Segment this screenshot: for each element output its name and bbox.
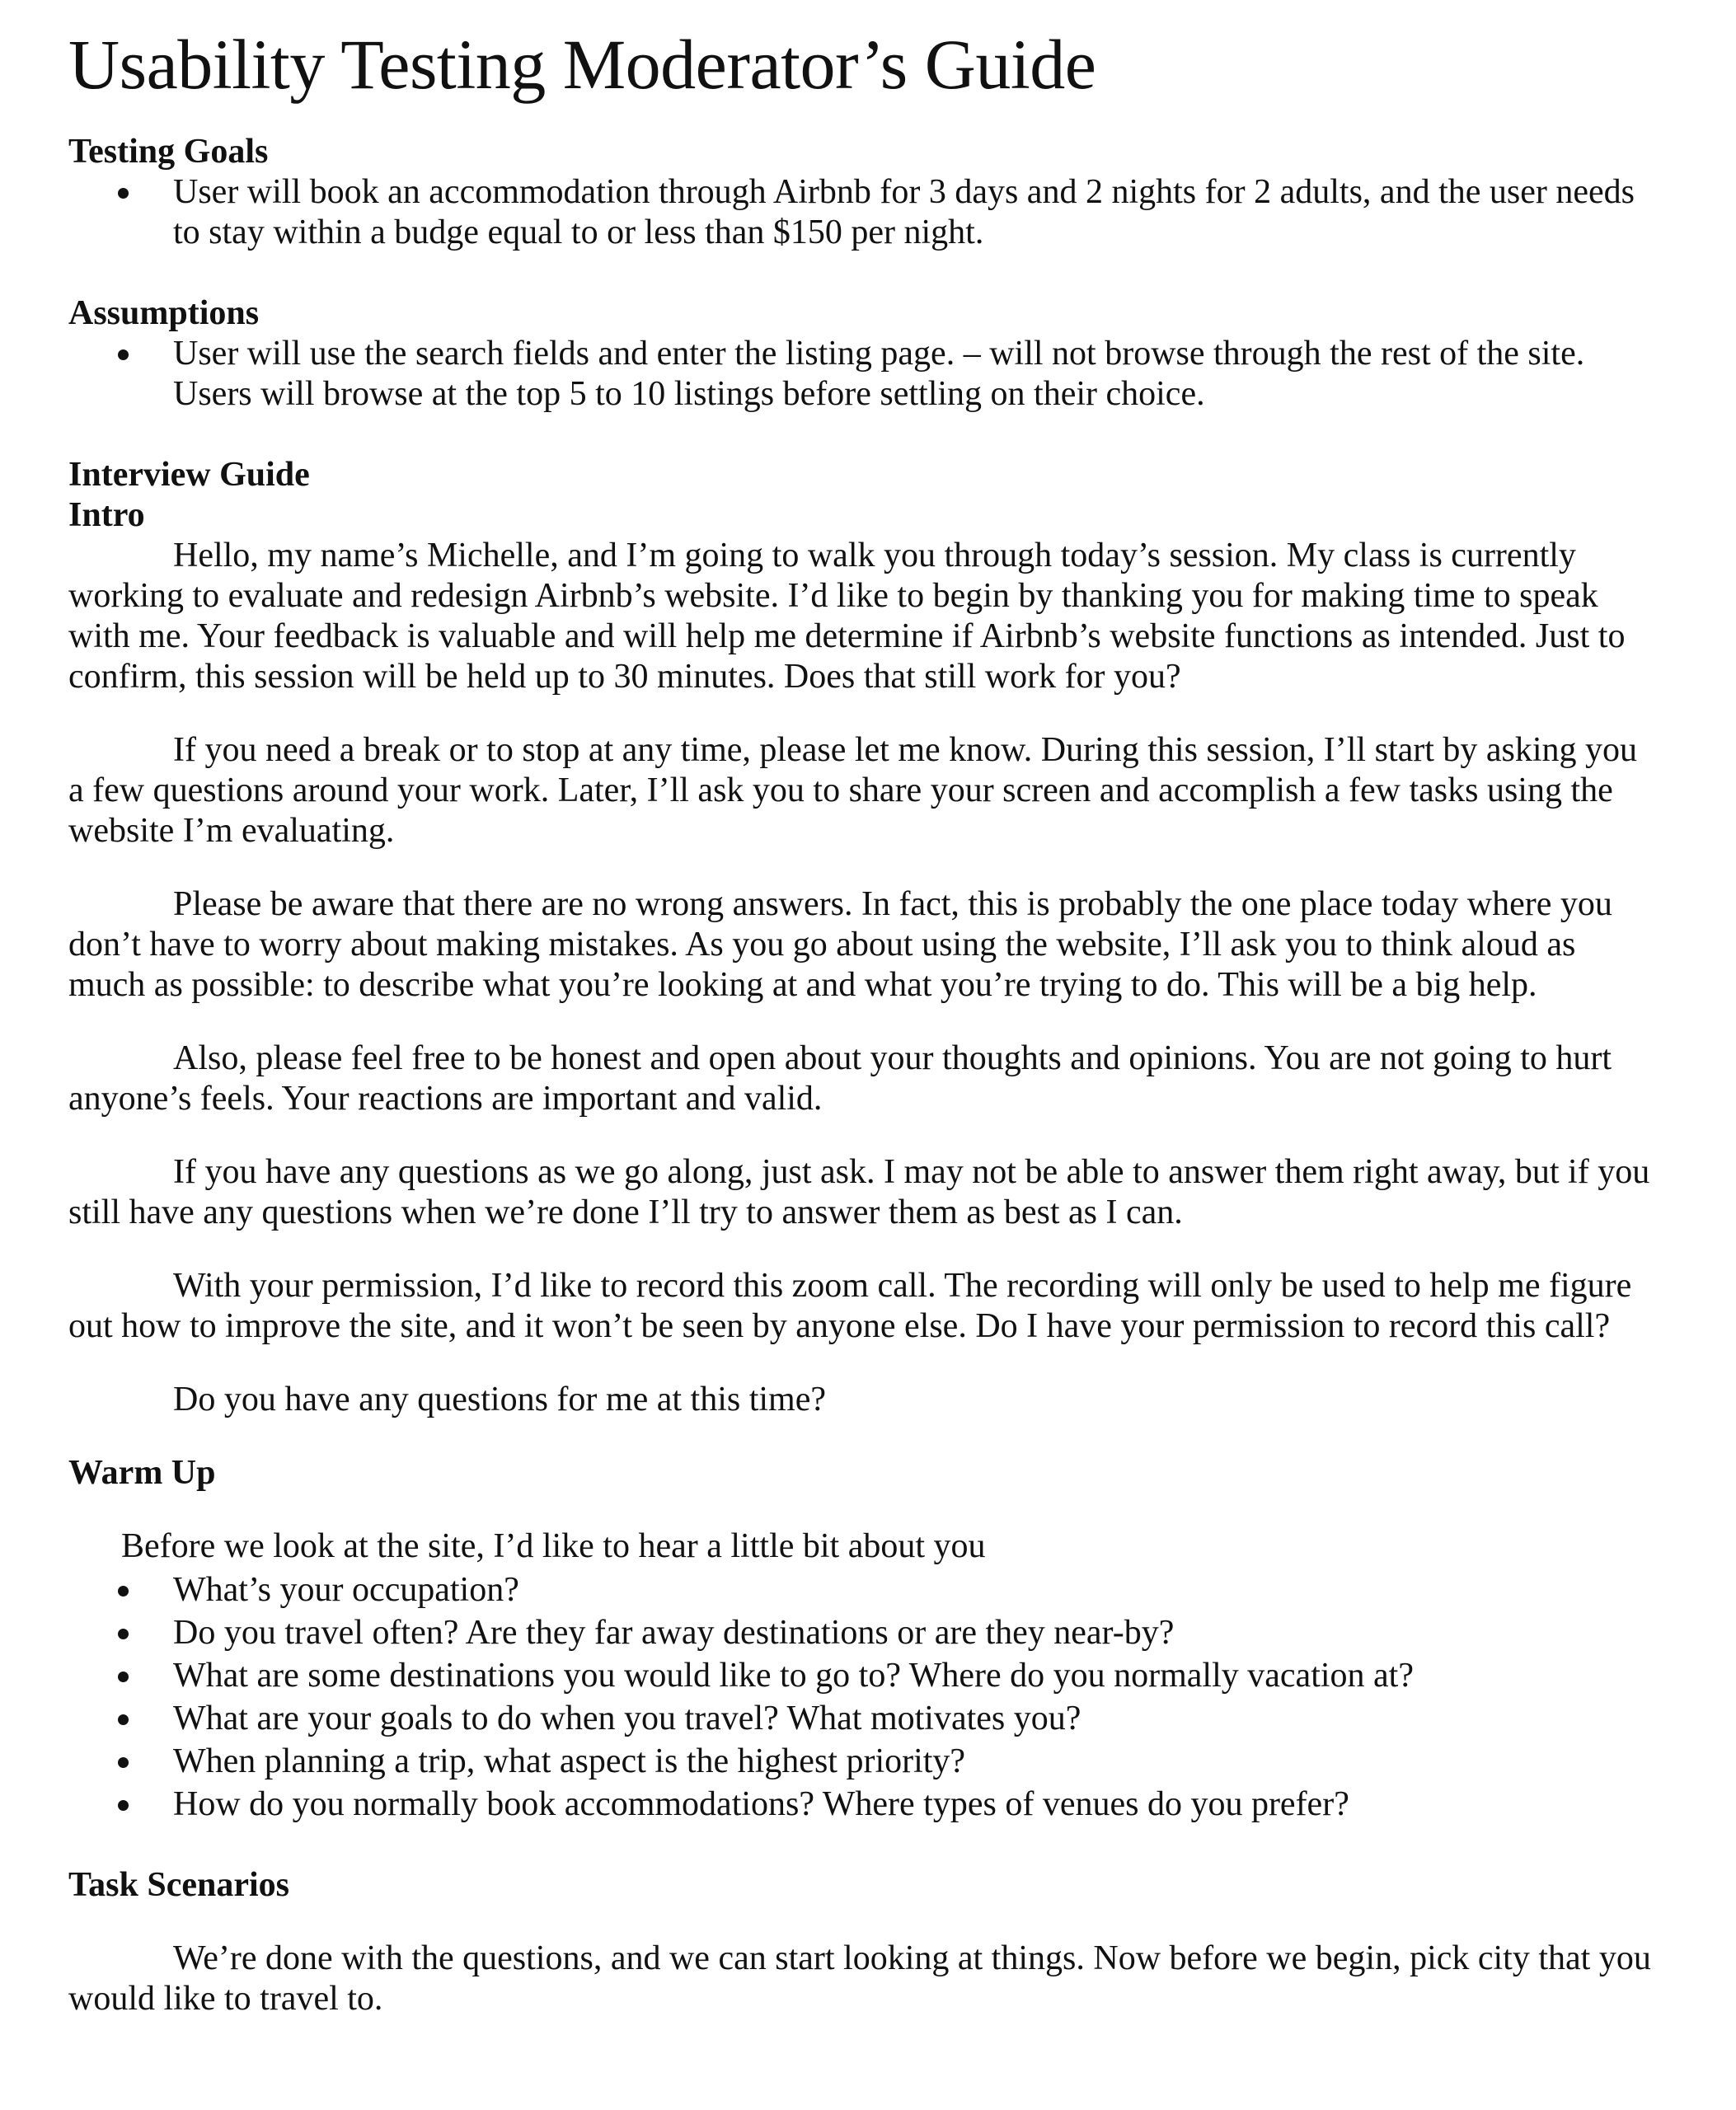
warm-up-heading: Warm Up — [68, 1454, 216, 1492]
list-item — [68, 1699, 1659, 1739]
intro-paragraph: Hello, my name’s Michelle, and I’m going to walk you through today’s session. My class is currently working to evaluate and redesign Airbnb’s website. I’d like to begin by thanking you for making time to speak with me. Your feedback is valuable and will help me determine if Airbnb’s website functions as intended. Just to confirm, this session will be held up to 30 minutes. Does that still work for you? — [68, 537, 1626, 696]
bullet-icon — [118, 1800, 129, 1811]
bullet-icon — [118, 349, 129, 360]
task-scenarios-heading: Task Scenarios — [68, 1866, 290, 1904]
list-item-text: Do you travel often? Are they far away destinations or are they near-by? — [173, 1614, 1175, 1652]
list-item-text: What are your goals to do when you travel? What motivates you? — [173, 1700, 1081, 1737]
intro-paragraph: Please be aware that there are no wrong answers. In fact, this is probably the one place today where you don’t have to worry about making mistakes. As you go about using the website, I’ll ask you to think aloud as much as possible: to describe what you’re looking at and what you’re trying to do. This will be a big help. — [68, 885, 1612, 1004]
testing-goals-section — [68, 132, 1659, 253]
list-item — [68, 1784, 1659, 1825]
intro-paragraph: Do you have any questions for me at this time? — [173, 1381, 826, 1418]
document-title: Usability Testing Moderator’s Guide — [68, 25, 1096, 104]
task-scenarios-paragraph: We’re done with the questions, and we can start looking at things. Now before we begin, pick city that you would like to travel to. — [68, 1939, 1651, 2018]
list-item-text: User will use the search fields and enter the listing page. – will not browse through the rest of the site. Users will browse at the top 5 to 10 listings before settling on their choice. — [173, 335, 1585, 413]
assumptions-list — [68, 334, 1659, 415]
intro-paragraph: Also, please feel free to be honest and open about your thoughts and opinions. You are not going to hurt anyone’s feels. Your reactions are important and valid. — [68, 1039, 1612, 1118]
bullet-icon — [118, 188, 129, 199]
intro-heading: Intro — [68, 496, 145, 534]
list-item-text: What’s your occupation? — [173, 1571, 519, 1609]
warm-up-lead: Before we look at the site, I’d like to hear a little bit about you — [121, 1527, 986, 1565]
list-item — [68, 334, 1659, 415]
warm-up-questions-list — [68, 1570, 1659, 1825]
assumptions-section — [68, 293, 1659, 415]
list-item — [68, 1656, 1659, 1696]
list-item-text: User will book an accommodation through Airbnb for 3 days and 2 nights for 2 adults, and the user needs to stay within a budge equal to or less than $150 per night. — [173, 173, 1635, 251]
intro-paragraph: If you need a break or to stop at any time, please let me know. During this session, I’ll start by asking you a few questions around your work. Later, I’ll ask you to share your screen and accomplish a few tasks using the website I’m evaluating. — [68, 731, 1638, 850]
testing-goals-list — [68, 172, 1659, 253]
list-item — [68, 1570, 1659, 1611]
interview-guide-heading: Interview Guide — [68, 456, 310, 494]
list-item — [68, 1742, 1659, 1782]
assumptions-heading: Assumptions — [68, 294, 260, 332]
warm-up-section — [68, 1453, 1659, 1825]
list-item — [68, 172, 1659, 253]
list-item-text: When planning a trip, what aspect is the highest priority? — [173, 1742, 966, 1780]
bullet-icon — [118, 1714, 129, 1725]
bullet-icon — [118, 1586, 129, 1597]
list-item — [68, 1613, 1659, 1653]
bullet-icon — [118, 1757, 129, 1768]
bullet-icon — [118, 1629, 129, 1639]
bullet-icon — [118, 1672, 129, 1682]
interview-guide-section — [68, 455, 1659, 1420]
list-item-text: How do you normally book accommodations? Where types of venues do you prefer? — [173, 1785, 1349, 1823]
task-scenarios-section — [68, 1865, 1659, 2019]
intro-paragraph: With your permission, I’d like to record this zoom call. The recording will only be used to help me figure out how to improve the site, and it won’t be seen by anyone else. Do I have your permission to record this call? — [68, 1267, 1632, 1345]
testing-goals-heading: Testing Goals — [68, 133, 269, 171]
list-item-text: What are some destinations you would like to go to? Where do you normally vacation at? — [173, 1657, 1414, 1695]
intro-paragraph: If you have any questions as we go along, just ask. I may not be able to answer them right away, but if you still have any questions when we’re done I’ll try to answer them as best as I can. — [68, 1153, 1650, 1231]
document-page — [68, 25, 1659, 2019]
